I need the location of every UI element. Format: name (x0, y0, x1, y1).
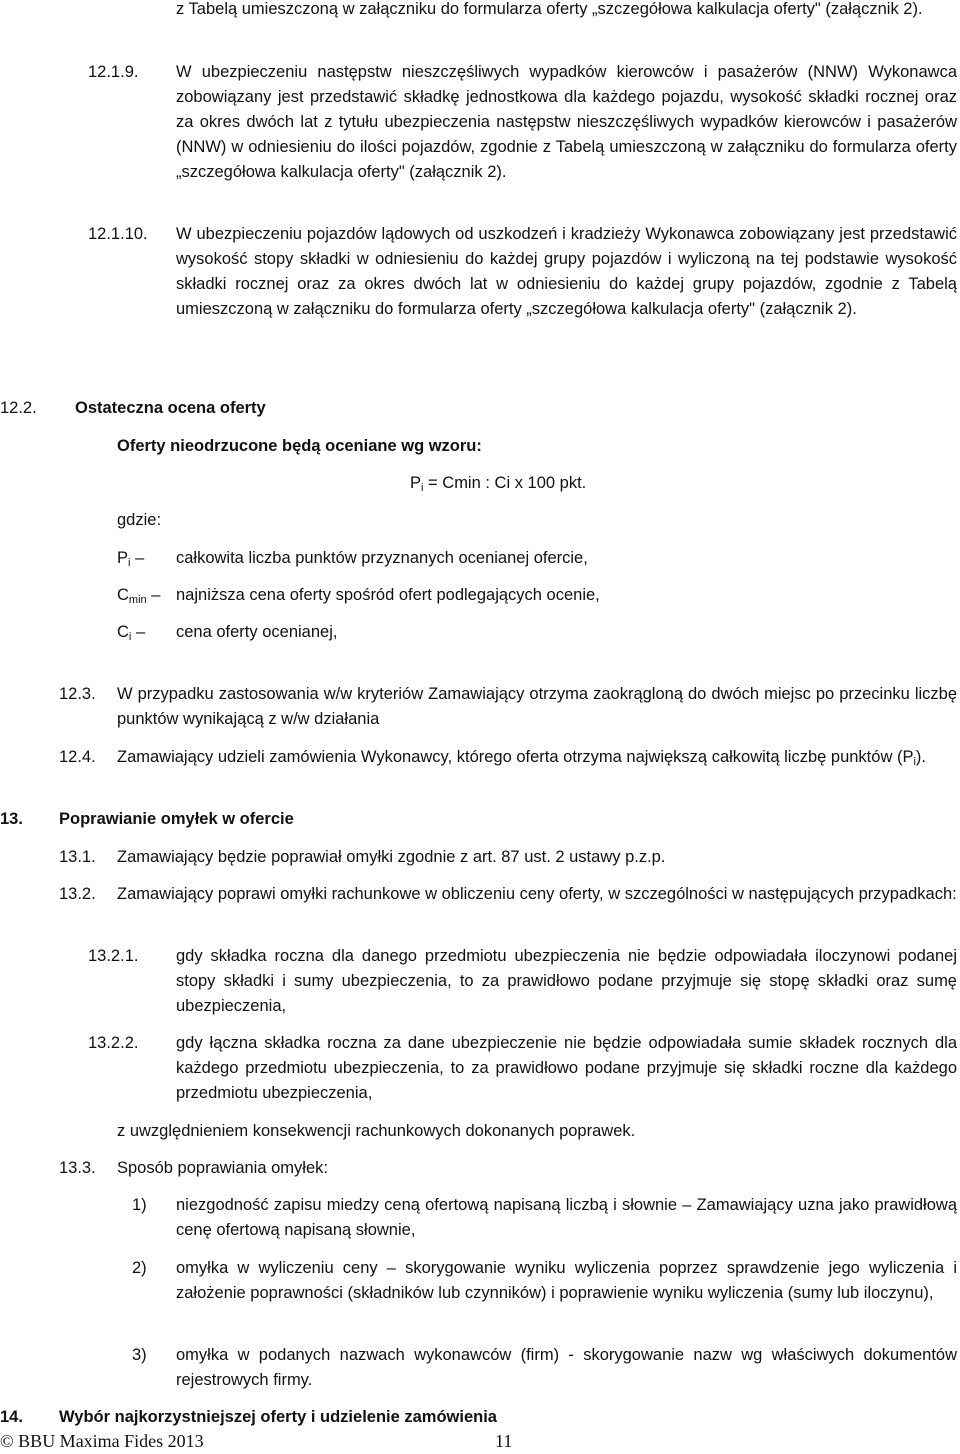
section-heading: Ostateczna ocena oferty (75, 399, 266, 417)
section-number: 12.3. (59, 685, 96, 703)
section-12-1-10-text: W ubezpieczeniu pojazdów lądowych od uszkodzeń i kradzieży Wykonawca zobowiązany jest przedstawić wysokość stopy składki w odniesieniu do każdej grupy pojazdów i wyliczoną na tej podstawie wysokość składki rocznej oraz za okres dwóch lat w odniesieniu do każdej grupy pojazdów, zgodnie z Tabelą umieszczoną w załączniku do formularza oferty „szczegółowa kalkulacja oferty" (załącznik 2). (176, 225, 957, 318)
section-heading: Poprawianie omyłek w ofercie (59, 810, 294, 828)
section-13-1-text: Zamawiający będzie poprawiał omyłki zgodnie z art. 87 ust. 2 ustawy p.z.p. (117, 848, 666, 866)
list-number: 1) (132, 1196, 147, 1214)
section-heading: Wybór najkorzystniejszej oferty i udzielenie zamówienia (59, 1408, 497, 1426)
where-label: gdzie: (117, 511, 162, 529)
section-number: 13. (0, 810, 23, 828)
section-12-3-text: W przypadku zastosowania w/w kryteriów Zamawiający otrzyma zaokrągloną do dwóch miejsc po przecinku liczbę punktów wynikającą z w/w działania (117, 685, 957, 728)
list-item: omyłka w wyliczeniu ceny – skorygowanie wyniku wyliczenia poprzez sprawdzenie jego wyliczenia i założenie poprawności (składników lub czynników) i poprawienie wyniku wyliczenia (sumy lub iloczynu), (176, 1259, 957, 1302)
section-number: 13.2. (59, 885, 96, 903)
section-number: 13.2.1. (88, 947, 139, 965)
section-number: 12.2. (0, 399, 37, 417)
section-13-3-text: Sposób poprawiania omyłek: (117, 1159, 328, 1177)
section-13-2-text: Zamawiający poprawi omyłki rachunkowe w obliczeniu ceny oferty, w szczególności w następujących przypadkach: (117, 885, 957, 903)
footer-copyright: © BBU Maxima Fides 2013 (0, 1431, 204, 1451)
paragraph-continuation: z Tabelą umieszczoną w załączniku do formularza oferty „szczegółowa kalkulacja oferty" (załącznik 2). (176, 0, 923, 18)
legend-symbol: $C_i$ – (117, 623, 146, 643)
section-12-1-9-text: W ubezpieczeniu następstw nieszczęśliwych wypadków kierowców i pasażerów (NNW) Wykonawca zobowiązany jest przedstawić składkę jednostkowa dla każdego pojazdu, wysokość składki rocznej oraz za okres dwóch lat z tytułu ubezpieczenia następstw nieszczęśliwych wypadków kierowców i pasażerów (NNW) w odniesieniu do ilości pojazdów, zgodnie z Tabelą umieszczoną w załączniku do formularza oferty „szczegółowa kalkulacja oferty" (załącznik 2). (176, 63, 957, 181)
legend-symbol: $P_i$ – (117, 549, 145, 569)
legend-symbol: $C_{min}$ – (117, 586, 161, 606)
section-number: 14. (0, 1408, 23, 1426)
section-13-2-2-text: gdy łączna składka roczna za dane ubezpieczenie nie będzie odpowiadała sumie składek rocznych dla każdego przedmiotu ubezpieczenia, to za prawidłowo podane przyjmuje się składki roczne dla każdego przedmiotu ubezpieczenia, (176, 1034, 957, 1102)
note: z uwzględnieniem konsekwencji rachunkowych dokonanych poprawek. (117, 1122, 636, 1140)
list-item: niezgodność zapisu miedzy ceną ofertową napisaną liczbą i słownie – Zamawiający uzna jako prawidłową cenę ofertową napisaną słownie, (176, 1196, 957, 1239)
section-number: 13.1. (59, 848, 96, 866)
section-12-4-text: Zamawiający udzieli zamówienia Wykonawcy, którego oferta otrzyma największą całkowitą liczbę punktów $(P_i)$. (117, 748, 926, 768)
list-number: 2) (132, 1259, 147, 1277)
section-number: 12.1.9. (88, 63, 139, 81)
list-number: 3) (132, 1346, 147, 1364)
section-number: 12.1.10. (88, 225, 148, 243)
section-13-2-1-text: gdy składka roczna dla danego przedmiotu ubezpieczenia nie będzie odpowiadała iloczynowi podanej stopy składki i sumy ubezpieczenia, to za prawidłowo podane przyjmuje się stopę składki oraz sumę ubezpieczenia, (176, 947, 957, 1015)
section-number: 12.4. (59, 748, 96, 766)
legend-description: najniższa cena oferty spośród ofert podlegających ocenie, (176, 586, 600, 604)
section-number: 13.3. (59, 1159, 96, 1177)
section-number: 13.2.2. (88, 1034, 139, 1052)
legend-description: całkowita liczba punktów przyznanych ocenianej ofercie, (176, 549, 588, 567)
list-item: omyłka w podanych nazwach wykonawców (firm) - skorygowanie nazw wg właściwych dokumentów rejestrowych firmy. (176, 1346, 957, 1389)
page-number: 11 (495, 1431, 513, 1451)
formula: $P_i = Cmin$ : Ci x 100 pkt. (410, 474, 587, 494)
formula-intro: Oferty nieodrzucone będą oceniane wg wzoru: (117, 437, 482, 455)
legend-description: cena oferty ocenianej, (176, 623, 338, 641)
